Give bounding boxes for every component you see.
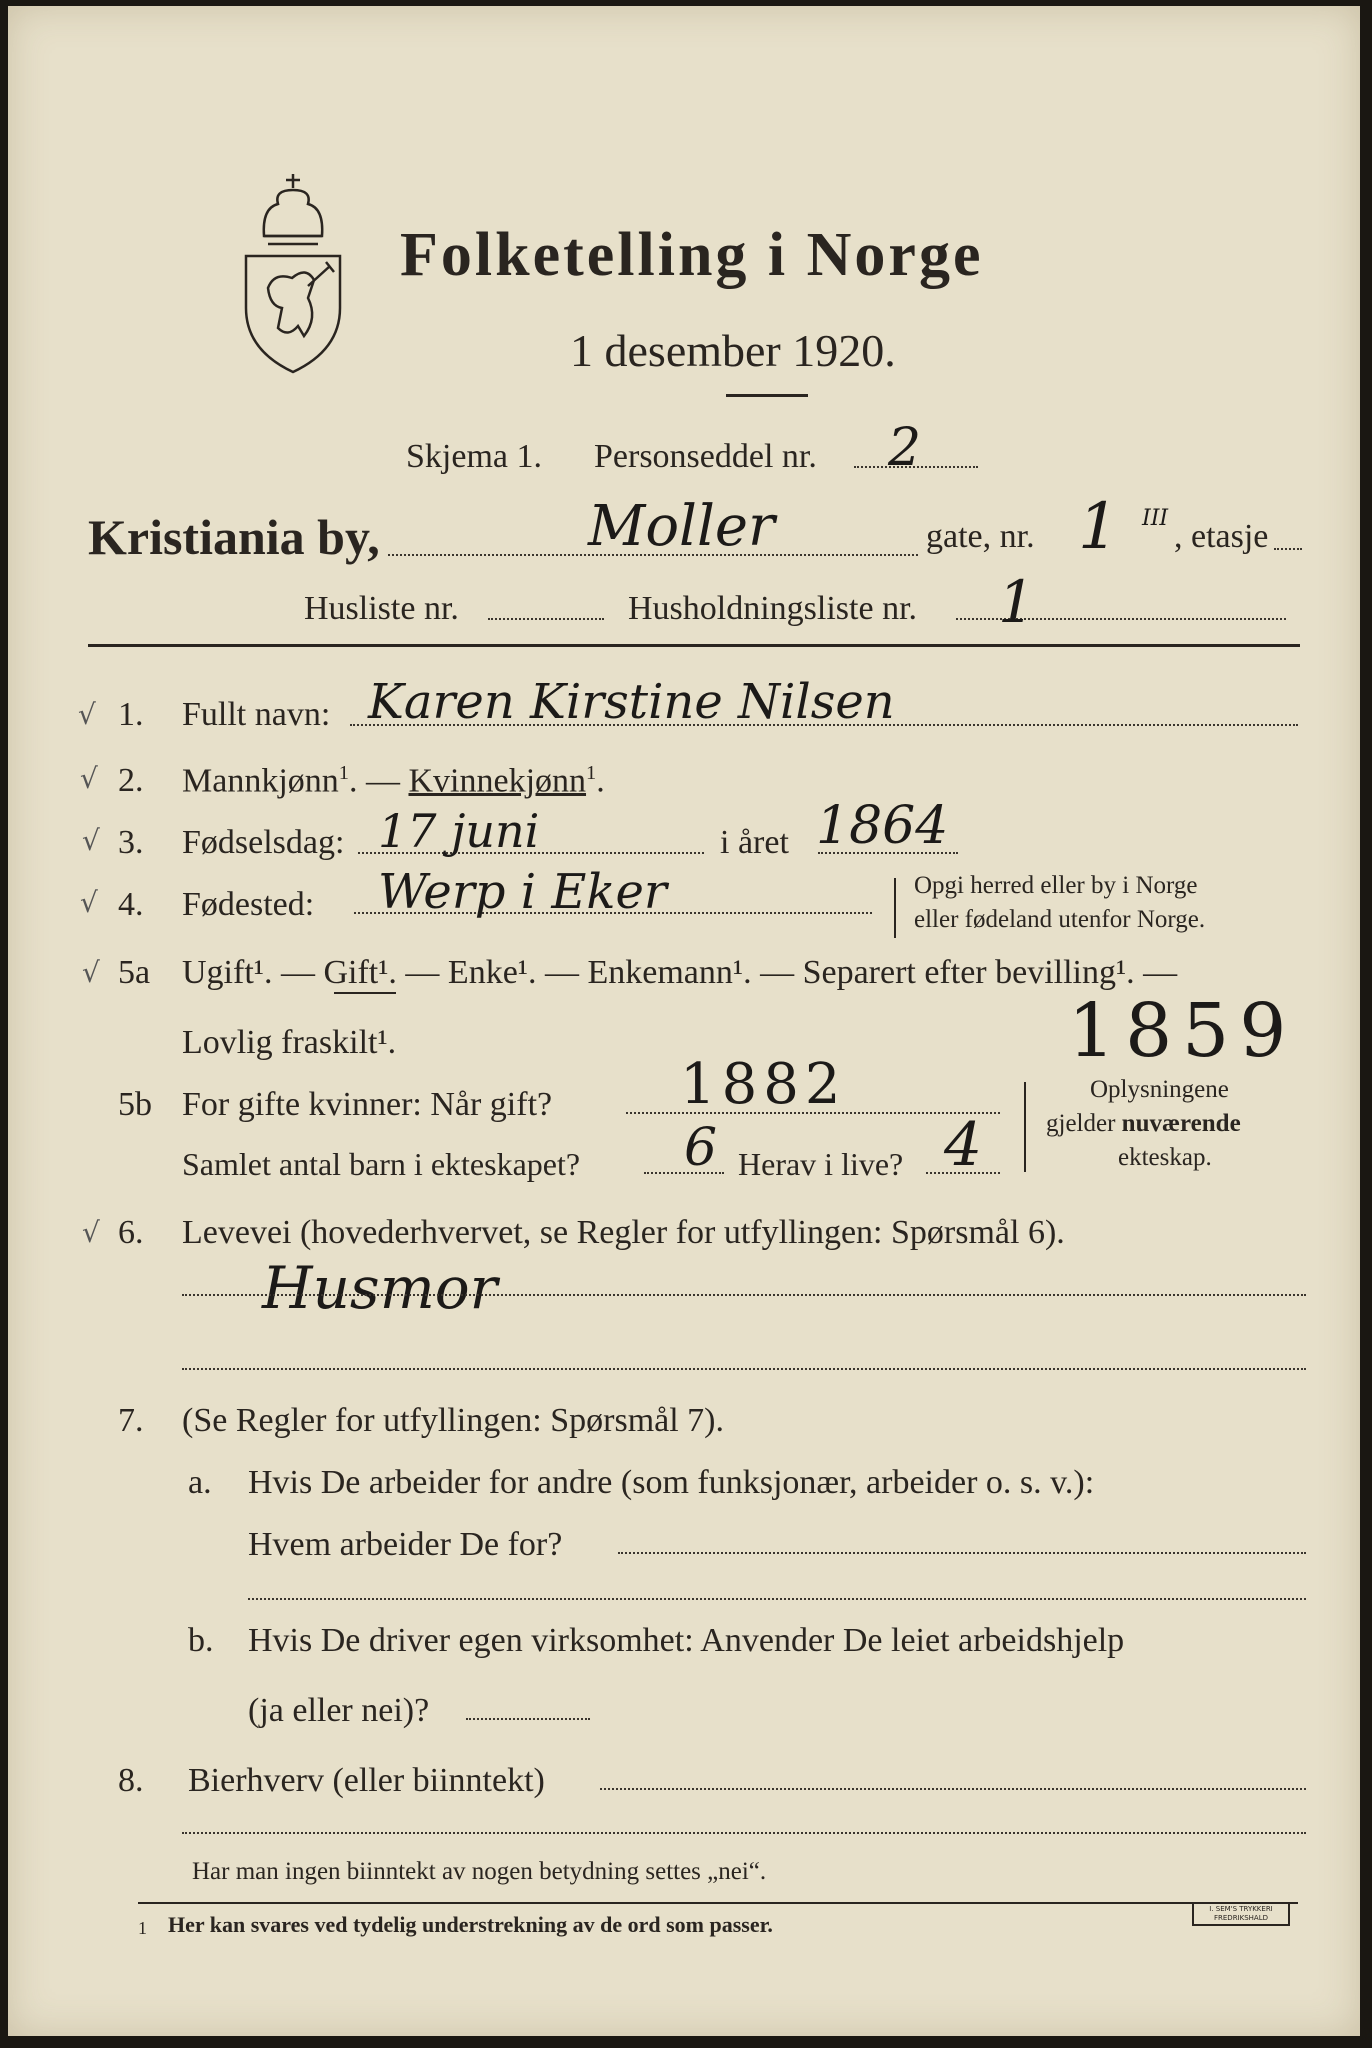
q2-gender-options: Mannkjønn$^1$. — Kvinnekjønn$^1$. [182,762,605,800]
q5b-note-line1: Oplysningene [1090,1076,1229,1103]
q5b-label: For gifte kvinner: Når gift? [182,1086,553,1123]
personseddel-value[interactable]: 2 [888,418,922,478]
q7-label: (Se Regler for utfyllingen: Spørsmål 7). [182,1402,725,1439]
q5b-alive-label: Herav i live? [738,1146,904,1182]
q4-note-line2: eller fødeland utenfor Norge. [914,906,1206,933]
q3-number: 3. [118,824,144,861]
q5a-marital-options: Ugift¹. — Gift¹. — Enke¹. — Enkemann¹. — Separert efter bevilling¹. — [182,954,1178,991]
footnote-mark: 1 [138,1918,147,1938]
q8-extra-line [182,1832,1306,1834]
census-date: 1 desember 1920. [570,325,896,376]
q1-label: Fullt navn: [182,696,331,733]
q3-birth-year[interactable]: 1864 [816,796,949,856]
q6-occupation[interactable]: Husmor [262,1254,498,1322]
husholdning-value[interactable]: 1 [998,568,1035,636]
q5b-children-count[interactable]: 6 [684,1118,718,1178]
etasje-label: , etasje [1174,518,1269,555]
q7a-extra-line [248,1598,1306,1600]
q2-number: 2. [118,762,144,799]
printer-stamp: I. SEM'S TRYKKERI FREDRIKSHALD [1192,1902,1290,1926]
q1-number: 1. [118,696,144,733]
q6-line-1 [182,1294,1306,1296]
title-divider [726,394,808,397]
q7b-letter: b. [188,1622,214,1659]
skjema-label: Skjema 1. [406,438,542,475]
etasje-line [1274,548,1302,550]
q8-label: Bierhverv (eller biinntekt) [188,1762,545,1799]
husliste-line [488,618,604,620]
q5b-year-married[interactable]: 1882 [680,1052,847,1117]
check-mark-icon: √ [80,762,98,795]
q6-label: Levevei (hovederhvervet, se Regler for utfyllingen: Spørsmål 6). [182,1214,1065,1251]
q5a-number: 5a [118,954,151,991]
q4-note-line1: Opgi herred eller by i Norge [914,872,1198,899]
norway-coat-of-arms-icon [234,168,352,376]
q6-line-2 [182,1368,1306,1370]
q4-label: Fødested: [182,886,315,923]
q5a-divorced-option: Lovlig fraskilt¹. [182,1024,397,1061]
q7a-question: Hvis De arbeider for andre (som funksjonær, arbeider o. s. v.): [248,1464,1095,1501]
q6-number: 6. [118,1214,144,1251]
check-mark-icon: √ [82,1216,100,1249]
city-label: Kristiania by, [88,509,380,565]
form-title: Folketelling i Norge [400,221,984,289]
check-mark-icon: √ [78,698,96,731]
q8-line [600,1788,1306,1790]
q7b-question: Hvis De driver egen virksomhet: Anvender De leiet arbeidshjelp [248,1622,1125,1659]
husliste-label: Husliste nr. [304,590,459,627]
q4-number: 4. [118,886,144,923]
check-mark-icon: √ [80,886,98,919]
q7b-answer-label: (ja eller nei)? [248,1692,430,1729]
q2-female-option[interactable]: Kvinnekjønn [408,762,587,800]
q7a-employer-line [618,1552,1306,1554]
q5a-gift-underline [334,992,396,994]
q5b-note-line2: gjelder nuværende [1046,1110,1241,1137]
q3-year-label: i året [720,824,789,861]
q7b-answer-line [466,1718,590,1720]
check-mark-icon: √ [82,824,100,857]
q3-label: Fødselsdag: [182,824,345,861]
personseddel-label: Personseddel nr. [594,438,817,475]
husholdning-label: Husholdningsliste nr. [628,590,918,627]
q5b-note-line3: ekteskap. [1118,1144,1212,1171]
q7-number: 7. [118,1402,144,1439]
footnote-divider [138,1902,1298,1904]
gate-label: gate, nr. [926,518,1035,555]
q5b-number: 5b [118,1086,152,1123]
q7a-employer-label: Hvem arbeider De for? [248,1526,563,1563]
q3-birth-date[interactable]: 17 juni [378,804,540,858]
census-form [8,6,1360,2036]
etasje-value[interactable]: III [1142,506,1169,531]
q5b-alive-count[interactable]: 4 [944,1110,983,1180]
gate-nr-value[interactable]: 1 [1078,490,1119,564]
q4-birthplace[interactable]: Werp i Eker [378,864,667,920]
q5b-children-label: Samlet antal barn i ekteskapet? [182,1146,581,1182]
income-note: Har man ingen biinntekt av nogen betydning settes „nei“. [192,1858,767,1885]
footnote: Her kan svares ved tydelig understrekning av de ord som passer. [168,1912,773,1937]
header-divider [88,644,1300,647]
q4-note-brace [894,878,896,938]
q8-number: 8. [118,1762,144,1799]
street-value[interactable]: Moller [588,494,775,559]
check-mark-icon: √ [82,956,100,989]
q1-full-name[interactable]: Karen Kirstine Nilsen [368,674,895,730]
q5a-margin-note: 1859 [1068,988,1297,1074]
q7a-letter: a. [188,1464,212,1501]
q5b-note-brace [1024,1082,1026,1172]
q2-male-option[interactable]: Mannkjønn [182,762,339,800]
